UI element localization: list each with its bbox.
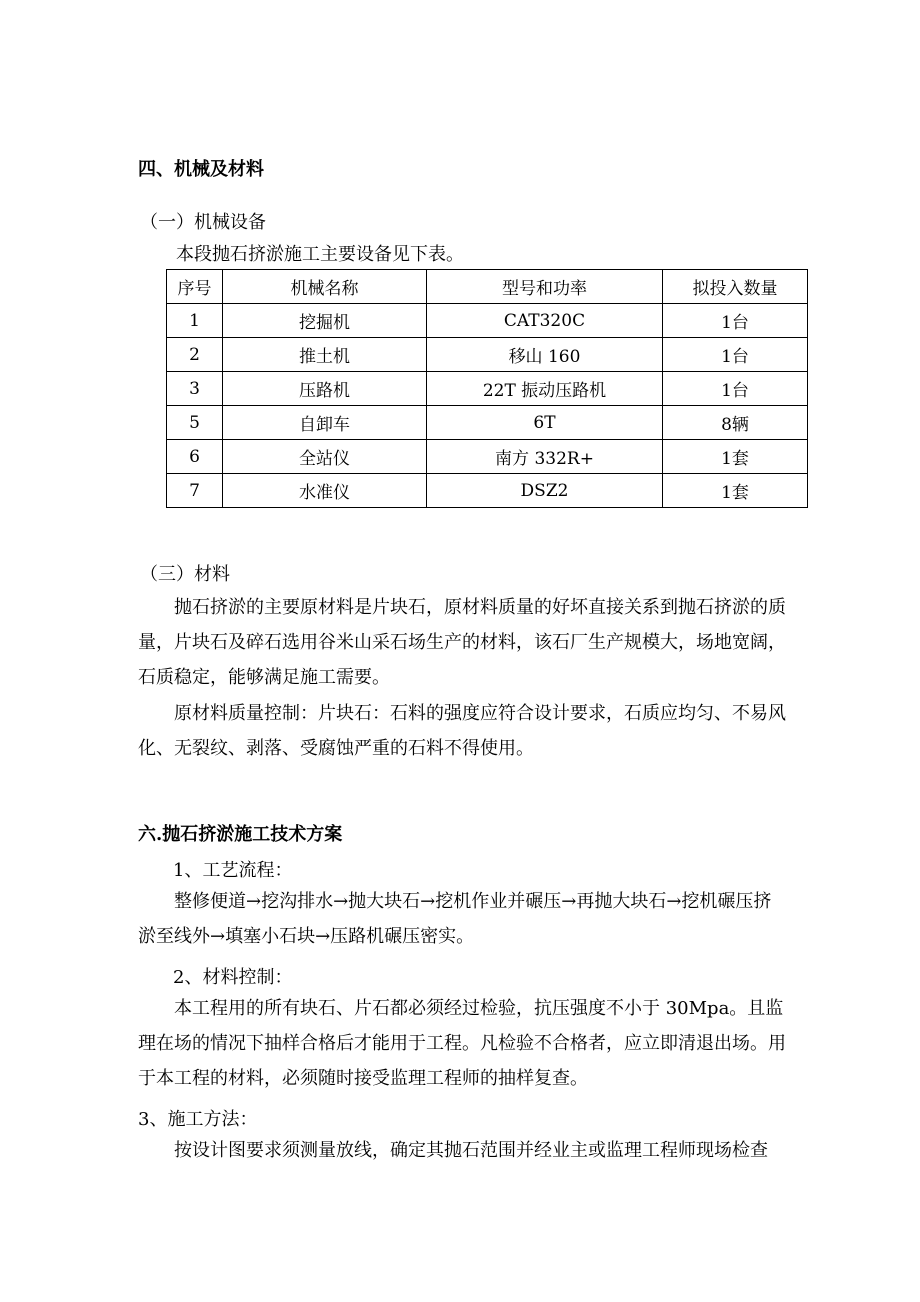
- table-row: [167, 474, 808, 508]
- construction-method-text: 按设计图要求须测量放线，确定其抛石范围并经业主或监理工程师现场检查: [174, 1140, 768, 1161]
- cell-quantity: 1套: [663, 440, 808, 474]
- cell-index: 1: [167, 304, 223, 338]
- cell-index: 6: [167, 440, 223, 474]
- section-4-heading: 四、机械及材料: [138, 159, 264, 180]
- table-row: [167, 338, 808, 372]
- cell-model-power: CAT320C: [427, 304, 663, 338]
- cell-index: 2: [167, 338, 223, 372]
- header-quantity: 拟投入数量: [663, 270, 808, 304]
- cell-index: 5: [167, 406, 223, 440]
- cell-machine-name: 挖掘机: [223, 304, 427, 338]
- cell-machine-name: 全站仪: [223, 440, 427, 474]
- cell-model-power: 南方 332R+: [427, 440, 663, 474]
- cell-quantity: 1套: [663, 474, 808, 508]
- cell-index: 3: [167, 372, 223, 406]
- materials-paragraph-1: 抛石挤淤的主要原材料是片块石，原材料质量的好坏直接关系到抛石挤淤的质量，片块石及碎石选用谷米山采石场生产的材料，该石厂生产规模大，场地宽阔，石质稳定，能够满足施工需要。: [138, 597, 786, 688]
- process-flow-title: 1、工艺流程：: [173, 860, 293, 881]
- cell-quantity: 1台: [663, 304, 808, 338]
- cell-model-power: 6T: [427, 406, 663, 440]
- process-flow-text: 整修便道→挖沟排水→抛大块石→挖机作业并碾压→再抛大块石→挖机碾压挤淤至线外→填塞小石块→压路机碾压密实。: [138, 891, 772, 947]
- subsection-machinery-title: （一）机械设备: [140, 212, 266, 233]
- table-header-row: [167, 270, 808, 304]
- table-row: [167, 406, 808, 440]
- cell-machine-name: 水准仪: [223, 474, 427, 508]
- machinery-intro: 本段抛石挤淤施工主要设备见下表。: [176, 244, 464, 265]
- material-control-title: 2、材料控制：: [173, 967, 293, 988]
- equipment-table: [166, 269, 808, 508]
- cell-machine-name: 自卸车: [223, 406, 427, 440]
- cell-index: 7: [167, 474, 223, 508]
- header-index: 序号: [167, 270, 223, 304]
- section-6-heading: 六.抛石挤淤施工技术方案: [138, 824, 343, 845]
- cell-model-power: 移山 160: [427, 338, 663, 372]
- cell-quantity: 1台: [663, 372, 808, 406]
- materials-paragraph-2: 原材料质量控制：片块石：石料的强度应符合设计要求，石质应均匀、不易风化、无裂纹、剥落、受腐蚀严重的石料不得使用。: [138, 703, 786, 759]
- header-machine-name: 机械名称: [223, 270, 427, 304]
- cell-machine-name: 推土机: [223, 338, 427, 372]
- cell-quantity: 1台: [663, 338, 808, 372]
- cell-model-power: DSZ2: [427, 474, 663, 508]
- cell-quantity: 8辆: [663, 406, 808, 440]
- cell-machine-name: 压路机: [223, 372, 427, 406]
- subsection-materials-title: （三）材料: [140, 564, 230, 585]
- construction-method-title: 3、施工方法：: [138, 1109, 258, 1130]
- table-row: [167, 372, 808, 406]
- table-row: [167, 440, 808, 474]
- material-control-text: 本工程用的所有块石、片石都必须经过检验，抗压强度不小于 30Mpa。且监理在场的情况下抽样合格后才能用于工程。凡检验不合格者，应立即清退出场。用于本工程的材料，必须随时接受监理工程师的抽样复查。: [138, 998, 786, 1089]
- cell-model-power: 22T 振动压路机: [427, 372, 663, 406]
- table-row: [167, 304, 808, 338]
- header-model-power: 型号和功率: [427, 270, 663, 304]
